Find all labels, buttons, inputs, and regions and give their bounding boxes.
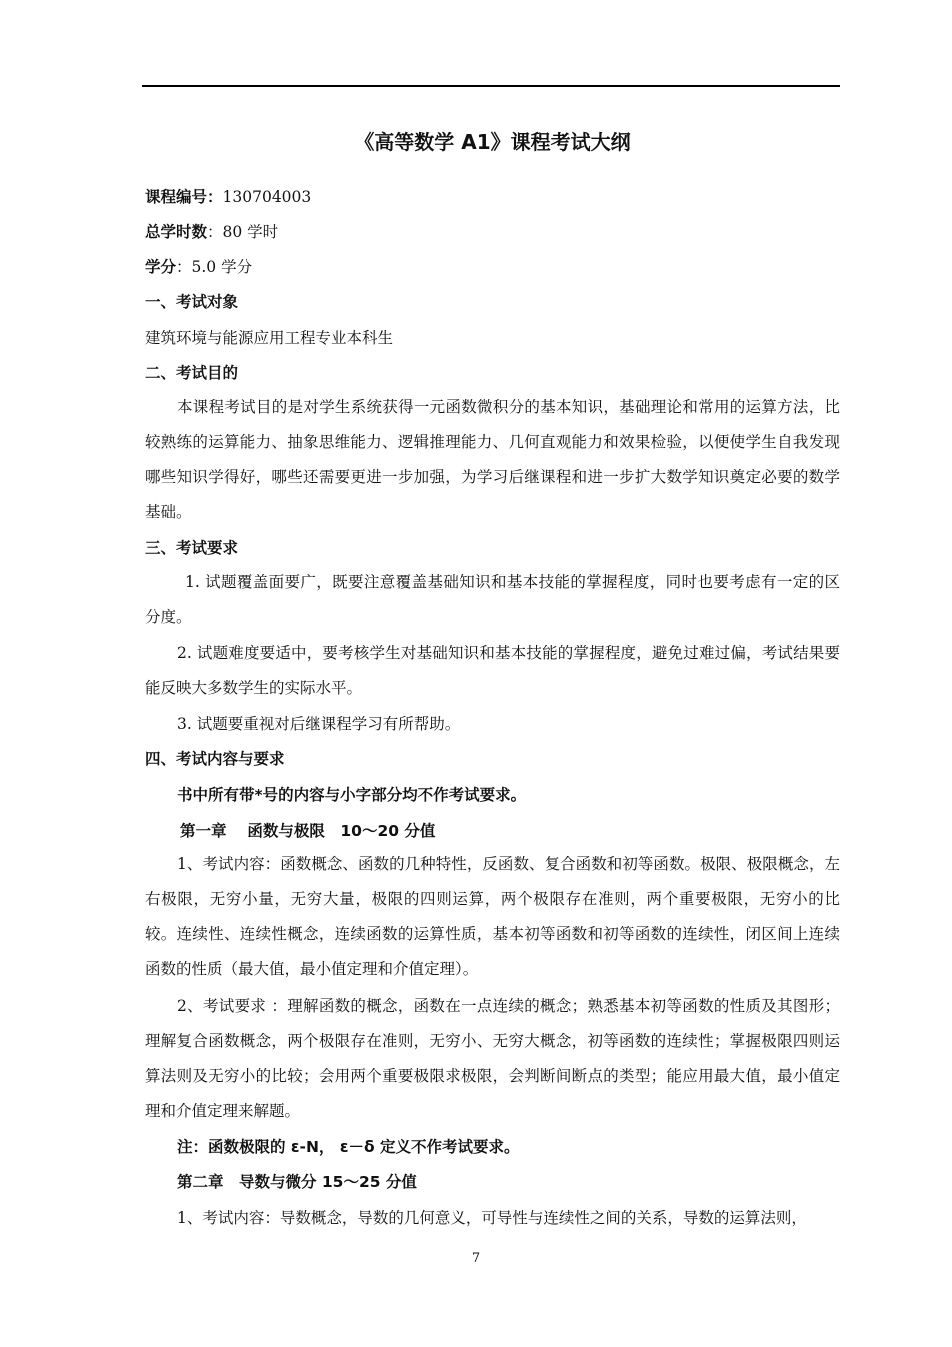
header-rule xyxy=(142,85,840,87)
page-number: 7 xyxy=(471,1251,481,1266)
course-code-value: 130704003 xyxy=(222,188,312,206)
hours-value: ：80 学时 xyxy=(207,223,279,241)
chapter-1-heading: 第一章 函数与极限 10～20 分值 xyxy=(180,822,436,840)
course-code-label: 课程编号： xyxy=(145,188,223,206)
section-3-item-3: 3. 试题要重视对后继课程学习有所帮助。 xyxy=(177,715,461,733)
chapter-2-heading: 第二章 导数与微分 15～25 分值 xyxy=(177,1173,417,1191)
course-code-line xyxy=(145,185,840,209)
section-3-heading: 三、考试要求 xyxy=(145,539,239,557)
chapter-1-content: 1、考试内容：函数概念、函数的几种特性，反函数、复合函数和初等函数。极限、极限概念，左右极限，无穷小量，无穷大量，极限的四则运算，两个极限存在准则，两个重要极限，无穷小的比较。连续性、连续性概念，连续函数的运算性质，基本初等函数和初等函数的连续性，闭区间上连续函数的性质（最大值，最小值定理和介值定理）。 xyxy=(145,855,840,978)
chapter-1-requirements: 2、考试要求 ：理解函数的概念，函数在一点连续的概念；熟悉基本初等函数的性质及其图形；理解复合函数概念，两个极限存在准则，无穷小、无穷大概念，初等函数的连续性；掌握极限四则运算法则及无穷小的比较；会用两个重要极限求极限，会判断间断点的类型；能应用最大值，最小值定理和介值定理来解题。 xyxy=(145,997,840,1120)
chapter-1-note: 注：函数极限的 ε-N， ε－δ 定义不作考试要求。 xyxy=(177,1138,520,1156)
section-3-item-1: 1. 试题覆盖面要广，既要注意覆盖基础知识和基本技能的掌握程度，同时也要考虑有一定的区分度。 xyxy=(145,573,840,626)
hours-label: 总学时数 xyxy=(145,223,208,241)
section-4-note: 书中所有带*号的内容与小字部分均不作考试要求。 xyxy=(177,786,527,804)
section-2-body: 本课程考试目的是对学生系统获得一元函数微积分的基本知识，基础理论和常用的运算方法，比较熟练的运算能力、抽象思维能力、逻辑推理能力、几何直观能力和效果检验，以便使学生自我发现哪些知识学得好，哪些还需要更进一步加强，为学习后继课程和进一步扩大数学知识奠定必要的数学基础。 xyxy=(145,398,840,521)
section-2-heading: 二、考试目的 xyxy=(145,364,239,382)
credits-label: 学分 xyxy=(145,258,177,276)
credits-value: ：5.0 学分 xyxy=(176,258,253,276)
section-1-body: 建筑环境与能源应用工程专业本科生 xyxy=(145,329,394,347)
hours-line xyxy=(145,220,840,244)
section-3-item-2: 2. 试题难度要适中，要考核学生对基础知识和基本技能的掌握程度，避免过难过偏，考试结果要能反映大多数学生的实际水平。 xyxy=(145,644,840,697)
section-4-heading: 四、考试内容与要求 xyxy=(145,750,285,768)
credits-line xyxy=(145,255,840,279)
section-1-heading: 一、考试对象 xyxy=(145,293,239,311)
document-title: 《高等数学 A1》课程考试大纲 xyxy=(354,130,631,154)
chapter-2-content: 1、考试内容：导数概念，导数的几何意义，可导性与连续性之间的关系，导数的运算法则， xyxy=(177,1209,807,1227)
